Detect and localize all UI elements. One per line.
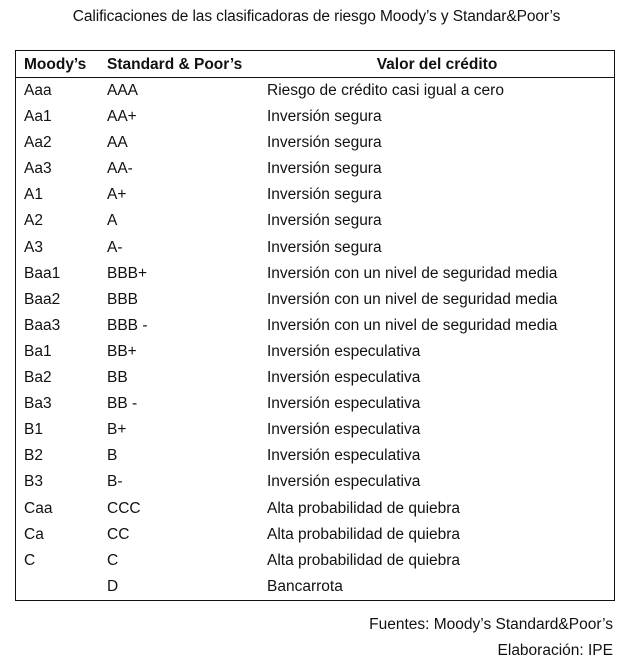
table-body [16, 78, 614, 600]
credit-value: Inversión especulativa [267, 421, 421, 439]
table-row [16, 365, 614, 391]
credit-value: Inversión segura [267, 108, 382, 126]
moodys-rating: Caa [24, 499, 53, 517]
sp-rating: AAA [107, 82, 139, 99]
page-title: Calificaciones de las clasificadoras de riesgo Moody’s y Standar&Poor’s [72, 8, 561, 25]
table-row [16, 78, 614, 104]
sp-rating: A+ [107, 186, 127, 204]
sp-rating: BBB+ [107, 264, 148, 282]
moodys-rating: C [24, 551, 36, 569]
moodys-rating: Aa1 [24, 108, 52, 126]
credit-value: Inversión con un nivel de seguridad media [267, 264, 558, 282]
table-row [16, 261, 614, 287]
table-row [16, 339, 614, 365]
moodys-rating: A2 [24, 212, 43, 230]
credit-value: Inversión especulativa [267, 342, 421, 360]
sp-rating: BBB [107, 290, 139, 308]
credit-value: Inversión con un nivel de seguridad media [267, 290, 558, 308]
sp-rating: BB [107, 369, 128, 387]
table-row [16, 287, 614, 313]
table-row [16, 391, 614, 417]
credit-value: Riesgo de crédito casi igual a cero [267, 82, 504, 99]
moodys-rating: A3 [24, 238, 43, 256]
table-row [16, 496, 614, 522]
sp-rating: AA+ [107, 108, 137, 126]
table-row [16, 313, 614, 339]
sp-rating: B- [107, 473, 123, 491]
moodys-rating: Aa3 [24, 160, 52, 178]
header-credit-value: Valor del crédito [376, 56, 498, 73]
elaboration-note: Elaboración: IPE [497, 642, 613, 659]
moodys-rating: B2 [24, 447, 43, 465]
table-row [16, 130, 614, 156]
sp-rating: BB - [107, 395, 138, 413]
moodys-rating: Ba3 [24, 395, 52, 413]
sp-rating: CC [107, 525, 130, 543]
credit-value: Inversión especulativa [267, 369, 421, 387]
sp-rating: A- [107, 238, 123, 256]
credit-value: Alta probabilidad de quiebra [267, 525, 461, 543]
sp-rating: B [107, 447, 118, 465]
moodys-rating: Baa2 [24, 290, 61, 308]
moodys-rating: Baa1 [24, 264, 61, 282]
moodys-rating: B1 [24, 421, 43, 439]
table-row [16, 417, 614, 443]
table-row [16, 182, 614, 208]
sp-rating: BB+ [107, 342, 137, 360]
sp-rating: D [107, 577, 119, 595]
credit-value: Inversión segura [267, 238, 382, 256]
moodys-rating: Ba2 [24, 369, 52, 387]
credit-value: Inversión especulativa [267, 473, 421, 491]
table-row [16, 156, 614, 182]
credit-value: Alta probabilidad de quiebra [267, 499, 461, 517]
moodys-rating: Baa3 [24, 316, 61, 334]
table-row [16, 574, 614, 600]
credit-value: Bancarrota [267, 577, 343, 595]
credit-value: Alta probabilidad de quiebra [267, 551, 461, 569]
moodys-rating: Aaa [24, 82, 52, 99]
table-row [16, 235, 614, 261]
moodys-rating: Ba1 [24, 342, 52, 360]
sp-rating: CCC [107, 499, 141, 517]
moodys-rating: Ca [24, 525, 44, 543]
header-standard-poors: Standard & Poor’s [107, 56, 243, 73]
sp-rating: AA- [107, 160, 133, 178]
table-row [16, 208, 614, 234]
moodys-rating: B3 [24, 473, 43, 491]
credit-value: Inversión con un nivel de seguridad media [267, 316, 558, 334]
credit-value: Inversión segura [267, 160, 382, 178]
table-row [16, 522, 614, 548]
sp-rating: AA [107, 134, 128, 152]
table-header [16, 51, 614, 78]
table-row [16, 548, 614, 574]
sp-rating: B+ [107, 421, 127, 439]
table-row [16, 443, 614, 469]
credit-value: Inversión segura [267, 134, 382, 152]
credit-value: Inversión segura [267, 212, 382, 230]
ratings-table [15, 50, 615, 601]
credit-value: Inversión especulativa [267, 447, 421, 465]
sources-note: Fuentes: Moody’s Standard&Poor’s [369, 616, 613, 633]
moodys-rating: Aa2 [24, 134, 52, 152]
moodys-rating: A1 [24, 186, 43, 204]
credit-value: Inversión especulativa [267, 395, 421, 413]
table-row [16, 104, 614, 130]
sp-rating: BBB - [107, 316, 148, 334]
table-row [16, 469, 614, 495]
sp-rating: A [107, 212, 118, 230]
credit-value: Inversión segura [267, 186, 382, 204]
sp-rating: C [107, 551, 119, 569]
header-moodys: Moody’s [24, 56, 87, 73]
